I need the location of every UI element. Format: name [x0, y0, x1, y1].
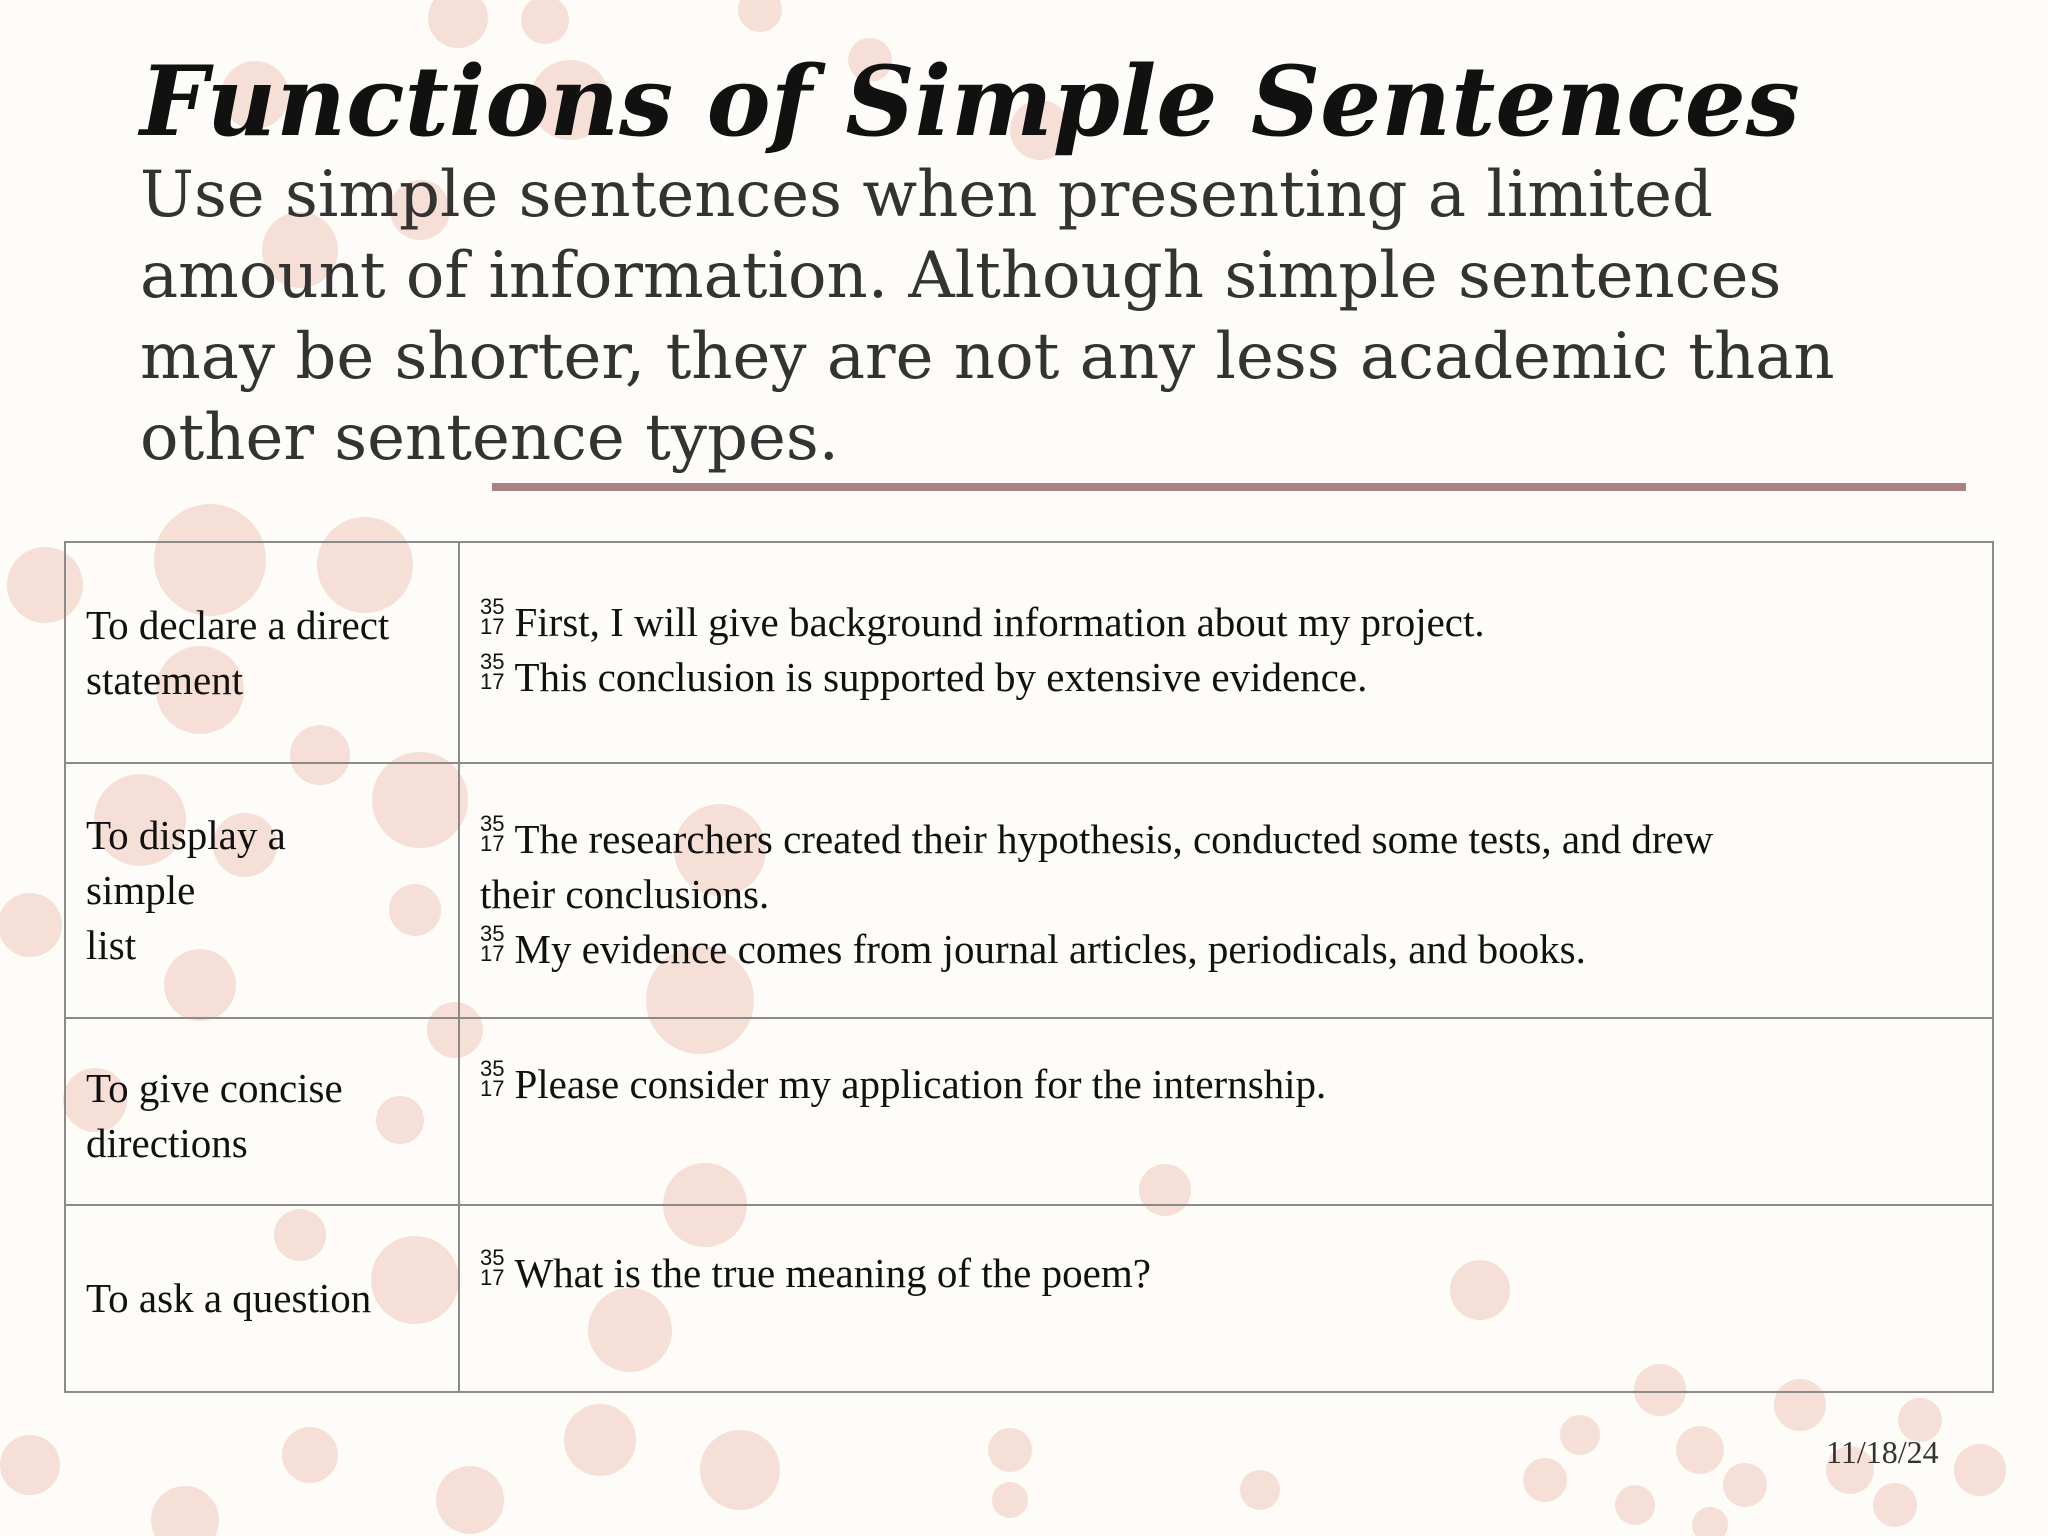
function-label-line: list: [86, 922, 137, 968]
function-label-line: directions: [86, 1119, 248, 1166]
decor-dot: [1676, 1426, 1724, 1474]
function-cell: [65, 1018, 459, 1205]
table-row: [65, 542, 1993, 763]
decor-dot: [151, 1486, 219, 1536]
decor-dot: [700, 1430, 780, 1510]
table-row: [65, 1018, 1993, 1205]
function-label-line: simple: [86, 867, 196, 913]
example-cell: [459, 542, 1993, 763]
example-sentence: 35 17 What is the true meaning of the poem?: [480, 1245, 1151, 1296]
table-row: [65, 1205, 1993, 1392]
function-cell: [65, 1205, 459, 1392]
decor-dot: [564, 1404, 636, 1476]
decor-dot: [521, 0, 569, 44]
example-cell: [459, 1205, 1993, 1392]
decor-dot: [1873, 1483, 1917, 1527]
accent-divider: [492, 483, 1966, 491]
decor-dot: [436, 1466, 504, 1534]
decor-dot: [738, 0, 782, 32]
decor-dot: [0, 893, 62, 957]
decor-dot: [1954, 1444, 2006, 1496]
slide-title: Functions of Simple Sentences: [140, 45, 1800, 158]
slide-subtitle: Use simple sentences when presenting a limited amount of information. Although simple sentences may be shorter, they are not any less academic than other sentence types.: [140, 158, 1835, 475]
decor-dot: [992, 1482, 1028, 1518]
decor-dot: [282, 1427, 338, 1483]
example-cell: [459, 1018, 1993, 1205]
example-sentence: 35 17 This conclusion is supported by extensive evidence.: [480, 649, 1368, 700]
function-label-line: statement: [86, 656, 244, 703]
example-sentence: 35 17 My evidence comes from journal articles, periodicals, and books.: [480, 921, 1586, 972]
bullet-icon: 35 17: [480, 594, 505, 639]
function-cell: [65, 763, 459, 1018]
table-row: [65, 763, 1993, 1018]
decor-dot: [1560, 1415, 1600, 1455]
example-cell: [459, 763, 1993, 1018]
decor-dot: [1692, 1507, 1728, 1536]
function-label-line: To ask a question: [86, 1275, 372, 1321]
decor-dot: [1523, 1458, 1567, 1502]
function-cell: [65, 542, 459, 763]
decor-dot: [428, 0, 488, 48]
decor-dot: [988, 1428, 1032, 1472]
bullet-icon: 35 17: [480, 1056, 505, 1101]
decor-dot: [1723, 1463, 1767, 1507]
bullet-icon: 35 17: [480, 921, 505, 966]
function-label-line: To display a: [86, 812, 286, 858]
example-sentence: 35 17 First, I will give background information about my project.: [480, 594, 1485, 645]
decor-dot: [1240, 1470, 1280, 1510]
example-sentence: 35 17 Please consider my application for the internship.: [480, 1056, 1327, 1107]
bullet-icon: 35 17: [480, 1245, 505, 1290]
functions-table: [64, 541, 1994, 1393]
function-label-line: To declare a direct: [86, 601, 390, 648]
slide-date: 11/18/24: [1826, 1434, 1939, 1470]
decor-dot: [0, 1435, 60, 1495]
example-sentence: 35 17 The researchers created their hypothesis, conducted some tests, and drew their conclusions.: [480, 811, 1714, 917]
bullet-icon: 35 17: [480, 811, 505, 856]
bullet-icon: 35 17: [480, 649, 505, 694]
function-label-line: To give concise: [86, 1064, 343, 1111]
decor-dot: [1615, 1485, 1655, 1525]
